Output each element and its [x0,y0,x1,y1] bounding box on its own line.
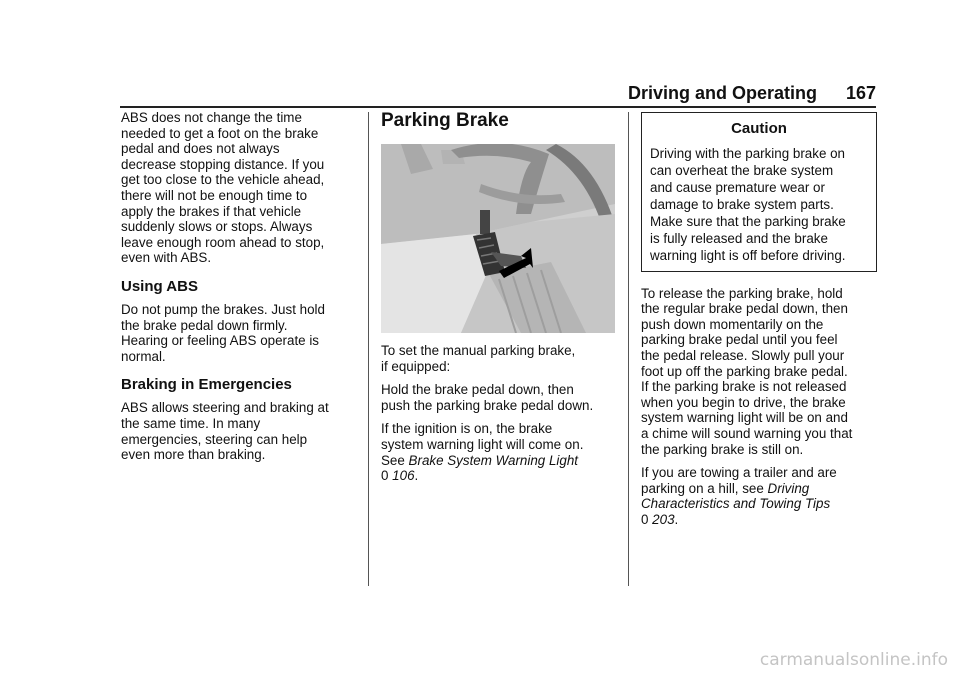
release-brake-text: To release the parking brake, hold the regular brake pedal down, then push down momentarily on the parking brake pedal until you feel the pedal release. Slowly pull your foot up off the parking brake pedal. If the parking brake is not released when you begin to drive, the brake system warning light will be on and a chime will sound warning you that the parking brake is still on. [641,285,853,457]
hold-brake-text: Hold the brake pedal down, then push the parking brake pedal down. [381,382,594,413]
towing-text: If you are towing a trailer and are parking on a hill, see [641,465,837,496]
braking-emergencies-text: ABS allows steering and braking at the same time. In many emergencies, steering can help even more than braking. [121,400,329,463]
ignition-warning-text: If the ignition is on, the brake system warning light will come on. See Brake System Warning Light 0 106. [381,421,584,484]
page-ref-arrow-icon: 0 [641,511,649,527]
towing-paragraph: If you are towing a trailer and are parking on a hill, see Driving Characteristics and Towing Tips 0 203. [641,465,837,527]
column-3 [641,110,877,536]
parking-brake-figure [381,144,615,333]
page-number: 167 [845,82,876,103]
page-ref-arrow-icon: 0 [381,468,389,484]
set-parking-brake-text: To set the manual parking brake, if equipped: [381,343,576,374]
using-abs-heading: Using ABS [121,277,198,295]
see-word: See [381,452,409,468]
column-divider-right [628,112,629,586]
braking-emergencies-heading: Braking in Emergencies [121,376,292,394]
column-1 [121,110,356,471]
page-header [628,82,876,104]
header-rule [120,106,876,108]
watermark: carmanualsonline.info [759,650,948,670]
parking-brake-heading: Parking Brake [381,110,509,131]
caution-title: Caution [731,120,787,137]
page-ref-106[interactable]: 0 106 [381,468,415,484]
parking-brake-pedal-illustration-icon [381,144,615,333]
towing-tips-link[interactable]: Driving Characteristics and Towing Tips [641,480,831,512]
abs-paragraph: ABS does not change the time needed to get a foot on the brake pedal and does not always decrease stopping distance. If you get too close to the vehicle ahead, there will not be enough time to apply the brakes if that vehicle suddenly slows or stops. Always leave enough room ahead to stop, even with ABS. [121,110,325,266]
caution-text: Driving with the parking brake on can overheat the brake system and cause premature wear or damage to brake system parts. Make sure that the parking brake is fully released and the brake warning light is off before driving. [650,145,846,263]
ignition-text: If the ignition is on, the brake system warning light will come on. [381,421,584,452]
using-abs-text: Do not pump the brakes. Just hold the brake pedal down firmly. Hearing or feeling ABS operate is normal. [121,301,325,364]
page-ref-203[interactable]: 0 203 [641,511,675,527]
caution-box [641,112,877,272]
section-title: Driving and Operating [628,82,818,103]
brake-warning-light-link[interactable]: Brake System Warning Light [408,452,578,468]
column-2 [381,110,617,492]
column-divider-left [368,112,369,586]
